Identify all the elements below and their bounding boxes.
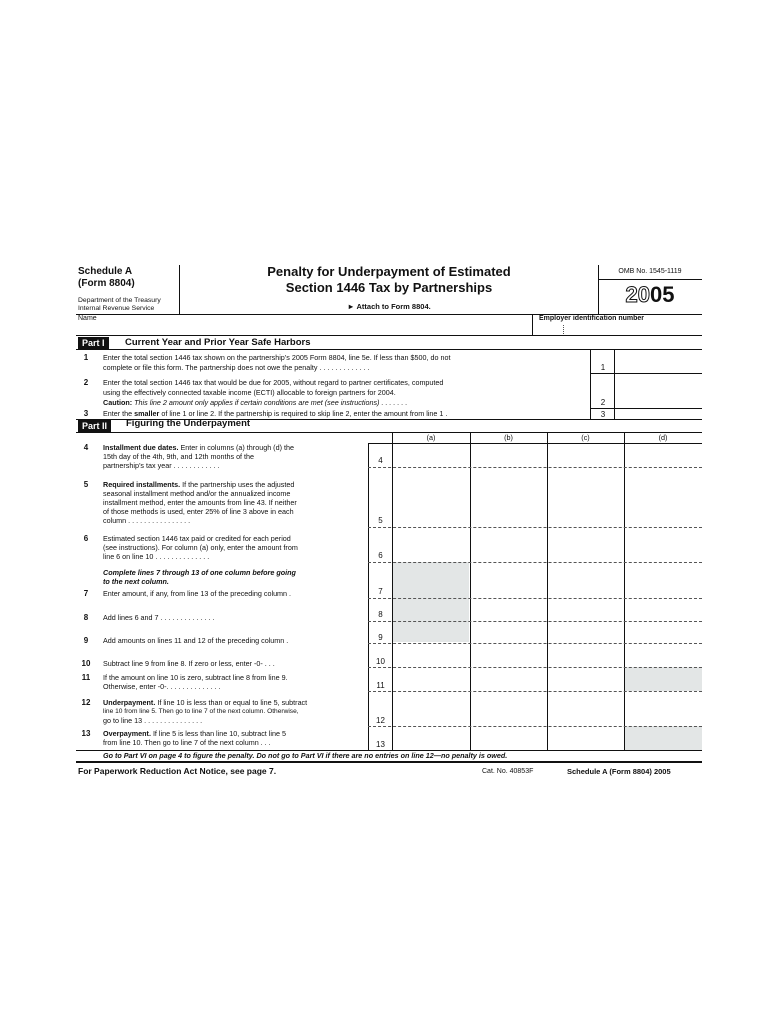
line-12-text-1: Underpayment. If line 10 is less than or equal to line 5, subtract (103, 698, 308, 707)
department-label: Department of the Treasury (78, 297, 161, 304)
name-field[interactable] (78, 323, 530, 334)
line-2-amount-field[interactable] (615, 374, 701, 407)
shaded-cell-line-11-d (625, 667, 702, 691)
line-12-text-3: go to line 13 . . . . . . . . . . . . . . . (103, 716, 203, 725)
complete-note-1: Complete lines 7 through 13 of one column before going (103, 568, 296, 577)
part-1-title: Current Year and Prior Year Safe Harbors (125, 337, 311, 348)
line-6-text-3: line 6 on line 10 . . . . . . . . . . . . . . (103, 552, 210, 561)
complete-note-2: to the next column. (103, 577, 169, 586)
shaded-cell-line-13-d (625, 726, 702, 750)
part-1-tag: Part I (78, 337, 109, 349)
line-8-text: Add lines 6 and 7 . . . . . . . . . . . . . . (103, 613, 215, 622)
shaded-cells-column-a (393, 562, 469, 642)
line-5-text-2: seasonal installment method and/or the annualized income (103, 489, 291, 498)
line-12-text-2: line 10 from line 5. Then go to line 7 of the next column. Otherwise, (103, 708, 299, 715)
name-label: Name (78, 315, 97, 322)
line-5-text-4: of those methods is used, enter 25% of line 3 above in each (103, 507, 294, 516)
footer-schedule-label: Schedule A (Form 8804) 2005 (567, 767, 671, 776)
line-11-text-1: If the amount on line 10 is zero, subtract line 8 from line 9. (103, 673, 288, 682)
line-7-number: 7 (83, 589, 89, 598)
line-4-text-3: partnership’s tax year . . . . . . . . . . . . (103, 461, 220, 470)
line-1-text-1: Enter the total section 1446 tax shown on the partnership’s 2005 Form 8804, line 5e. If less than $500, do not (103, 353, 451, 362)
line-12-box-label: 12 (376, 716, 385, 725)
part-2-title: Figuring the Underpayment (126, 418, 251, 429)
line-1-number: 1 (83, 353, 89, 362)
line-6-text-1: Estimated section 1446 tax paid or credited for each period (103, 534, 291, 543)
line-12-number: 12 (81, 698, 91, 707)
line-4-number: 4 (83, 443, 89, 452)
line-5-text-3: installment method, enter the amounts from line 43. If neither (103, 498, 297, 507)
line-3-amount-field[interactable] (615, 409, 701, 419)
column-d-header: (d) (658, 433, 668, 442)
line-3-number: 3 (83, 409, 89, 418)
line-1-text-2: complete or file this form. The partnership does not owe the penalty . . . . . . . . . . . . . (103, 363, 370, 372)
line-7-text: Enter amount, if any, from line 13 of the preceding column . (103, 589, 292, 598)
line-9-box-label: 9 (378, 633, 383, 642)
form-title-line-1: Penalty for Underpayment of Estimated (267, 264, 511, 279)
line-5-number: 5 (83, 480, 89, 489)
catalog-number: Cat. No. 40853F (482, 768, 534, 775)
line-11-text-2: Otherwise, enter -0-. . . . . . . . . . . . . . (103, 682, 221, 691)
line-4-box-label: 4 (378, 456, 383, 465)
line-13-text-1: Overpayment. If line 5 is less than line 10, subtract line 5 (103, 729, 286, 738)
ein-label: Employer identification number (539, 315, 645, 322)
line-4-text-1: Installment due dates. Enter in columns (a) through (d) the (103, 443, 294, 452)
schedule-title: Schedule A (78, 266, 133, 277)
form-title-line-2: Section 1446 Tax by Partnerships (285, 280, 493, 295)
line-13-text-2: from line 10. Then go to line 7 of the next column . . . (103, 738, 271, 747)
line-7-box-label: 7 (378, 587, 383, 596)
line-3-text: Enter the smaller of line 1 or line 2. If the partnership is required to skip line 2, enter the amount from line 1 . (103, 409, 448, 418)
line-2-number: 2 (83, 378, 89, 387)
go-to-part-vi-note: Go to Part VI on page 4 to figure the penalty. Do not go to Part VI if there are no entries on line 12—no penalty is owed. (103, 751, 508, 760)
part-2-tag: Part II (78, 420, 111, 432)
line-10-number: 10 (81, 659, 91, 668)
line-11-box-label: 11 (376, 681, 385, 690)
column-b-header: (b) (504, 433, 513, 442)
ein-field[interactable] (536, 325, 700, 335)
line-10-box-label: 10 (376, 657, 385, 666)
line-5-text-5: column . . . . . . . . . . . . . . . . (103, 516, 191, 525)
line-9-number: 9 (83, 636, 89, 645)
line-11-number: 11 (81, 673, 91, 682)
line-2-text-1: Enter the total section 1446 tax that would be due for 2005, without regard to partner certificates, computed (103, 378, 444, 387)
line-6-number: 6 (83, 534, 89, 543)
irs-label: Internal Revenue Service (78, 305, 155, 312)
omb-number: OMB No. 1545-1119 (618, 268, 682, 275)
line-5-text-1: Required installments. If the partnership uses the adjusted (103, 480, 295, 489)
line-4-text-2: 15th day of the 4th, 9th, and 12th months of the (103, 452, 255, 461)
attach-instruction: ► Attach to Form 8804. (347, 302, 431, 311)
form-number: (Form 8804) (78, 278, 135, 289)
line-3-box-label: 3 (600, 410, 606, 419)
line-1-amount-field[interactable] (615, 350, 701, 372)
line-6-box-label: 6 (378, 551, 383, 560)
line-13-number: 13 (81, 729, 91, 738)
line-2-text-2: using the effectively connected taxable income (ECTI) allocable to foreign partners for 2004. (103, 388, 396, 397)
line-10-text: Subtract line 9 from line 8. If zero or less, enter -0- . . . (103, 659, 275, 668)
tax-year: 2005 (625, 282, 675, 307)
line-6-text-2: (see instructions). For column (a) only, enter the amount from (103, 543, 298, 552)
line-2-caution: Caution: This line 2 amount only applies if certain conditions are met (see instructions) . . . . . . . (103, 398, 408, 407)
line-5-box-label: 5 (378, 516, 383, 525)
line-9-text: Add amounts on lines 11 and 12 of the preceding column . (103, 636, 289, 645)
line-2-box-label: 2 (600, 398, 606, 407)
line-8-box-label: 8 (378, 610, 383, 619)
column-a-header: (a) (426, 433, 436, 442)
paperwork-notice: For Paperwork Reduction Act Notice, see page 7. (78, 766, 277, 776)
line-1-box-label: 1 (600, 363, 606, 372)
line-13-box-label: 13 (376, 740, 385, 749)
column-c-header: (c) (581, 433, 590, 442)
line-8-number: 8 (83, 613, 89, 622)
